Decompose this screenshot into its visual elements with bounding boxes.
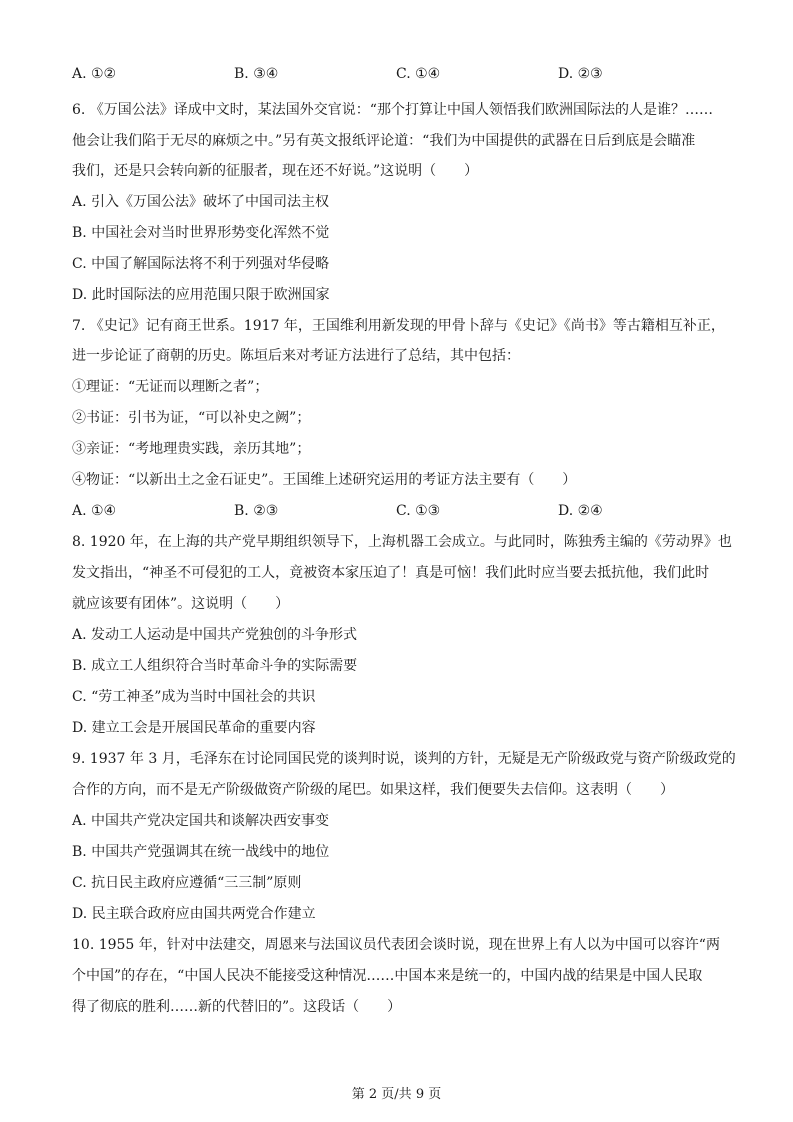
q6-option-d: D. 此时国际法的应用范围只限于欧洲国家 — [72, 287, 330, 303]
q9-option-b: B. 中国共产党强调其在统一战线中的地位 — [72, 844, 330, 860]
q7-stem-line-2: 进一步论证了商朝的历史。陈垣后来对考证方法进行了总结，其中包括： — [72, 348, 520, 364]
q7-option-c: C. ①③ — [396, 503, 441, 519]
q7-item-2: ②书证：引书为证，“可以补史之阙”； — [72, 410, 311, 426]
q10-stem-line-2: 个中国”的存在，“中国人民决不能接受这种情况……中国本来是统一的，中国内战的结果是中国人民取 — [72, 968, 703, 984]
q7-item-4: ④物证：“以新出土之金石证史”。王国维上述研究运用的考证方法主要有（ ） — [72, 472, 577, 488]
q5-options — [72, 64, 722, 84]
q10-stem-line-3: 得了彻底的胜利……新的代替旧的”。这段话（ ） — [72, 999, 402, 1015]
q8-stem-line-3: 就应该要有团体”。这说明（ ） — [72, 596, 290, 612]
q8-option-c: C. “劳工神圣”成为当时中国社会的共识 — [72, 689, 316, 705]
q9-option-c: C. 抗日民主政府应遵循“三三制”原则 — [72, 875, 302, 891]
q9-option-a: A. 中国共产党决定国共和谈解决西安事变 — [72, 813, 330, 829]
q9-stem-line-1: 9. 1937 年 3 月，毛泽东在讨论同国民党的谈判时说，谈判的方针，无疑是无产阶级政党与资产阶级政党的 — [72, 751, 736, 767]
q6-stem-line-1: 6. 《万国公法》译成中文时，某法国外交官说：“那个打算让中国人领悟我们欧洲国际法的人是谁？…… — [72, 102, 713, 118]
q8-stem-line-2: 发文指出，“神圣不可侵犯的工人，竟被资本家压迫了！真是可恼！我们此时应当要去抵抗他，我们此时 — [72, 565, 710, 581]
q6-option-c: C. 中国了解国际法将不利于列强对华侵略 — [72, 256, 330, 272]
q8-option-d: D. 建立工会是开展国民革命的重要内容 — [72, 720, 316, 736]
q5-option-a: A. ①② — [72, 66, 117, 82]
q7-option-b: B. ②③ — [234, 503, 279, 519]
q6-stem-line-2: 他会让我们陷于无尽的麻烦之中。”另有英文报纸评论道：“我们为中国提供的武器在日后到底是会瞄准 — [72, 133, 696, 149]
q6-stem-line-3: 我们，还是只会转向新的征服者，现在还不好说。”这说明（ ） — [72, 163, 479, 179]
q6-option-b: B. 中国社会对当时世界形势变化浑然不觉 — [72, 225, 330, 241]
q8-stem-line-1: 8. 1920 年，在上海的共产党早期组织领导下，上海机器工会成立。与此同时，陈独秀主编的《劳动界》也 — [72, 534, 732, 550]
q7-option-a: A. ①④ — [72, 503, 117, 519]
q8-option-b: B. 成立工人组织符合当时革命斗争的实际需要 — [72, 658, 358, 674]
q6-option-a: A. 引入《万国公法》破坏了中国司法主权 — [72, 194, 330, 210]
q9-option-d: D. 民主联合政府应由国共两党合作建立 — [72, 906, 316, 922]
q5-option-b: B. ③④ — [234, 66, 279, 82]
q7-options — [72, 501, 722, 521]
q8-option-a: A. 发动工人运动是中国共产党独创的斗争形式 — [72, 627, 358, 643]
q7-stem-line-1: 7. 《史记》记有商王世系。1917 年，王国维利用新发现的甲骨卜辞与《史记》《尚书》等古籍相互补正， — [72, 318, 725, 334]
q7-option-d: D. ②④ — [558, 503, 603, 519]
q5-option-c: C. ①④ — [396, 66, 441, 82]
page-number-footer: 第 2 页/共 9 页 — [351, 1087, 442, 1102]
q10-stem-line-1: 10. 1955 年，针对中法建交，周恩来与法国议员代表团会谈时说，现在世界上有人以为中国可以容许“两 — [72, 937, 720, 953]
q5-option-d: D. ②③ — [558, 66, 603, 82]
q7-item-1: ①理证：“无证而以理断之者”； — [72, 379, 269, 395]
q9-stem-line-2: 合作的方向，而不是无产阶级做资产阶级的尾巴。如果这样，我们便要失去信仰。这表明（ ） — [72, 782, 674, 798]
q7-item-3: ③亲证：“考地理贵实践，亲历其地”； — [72, 441, 311, 457]
